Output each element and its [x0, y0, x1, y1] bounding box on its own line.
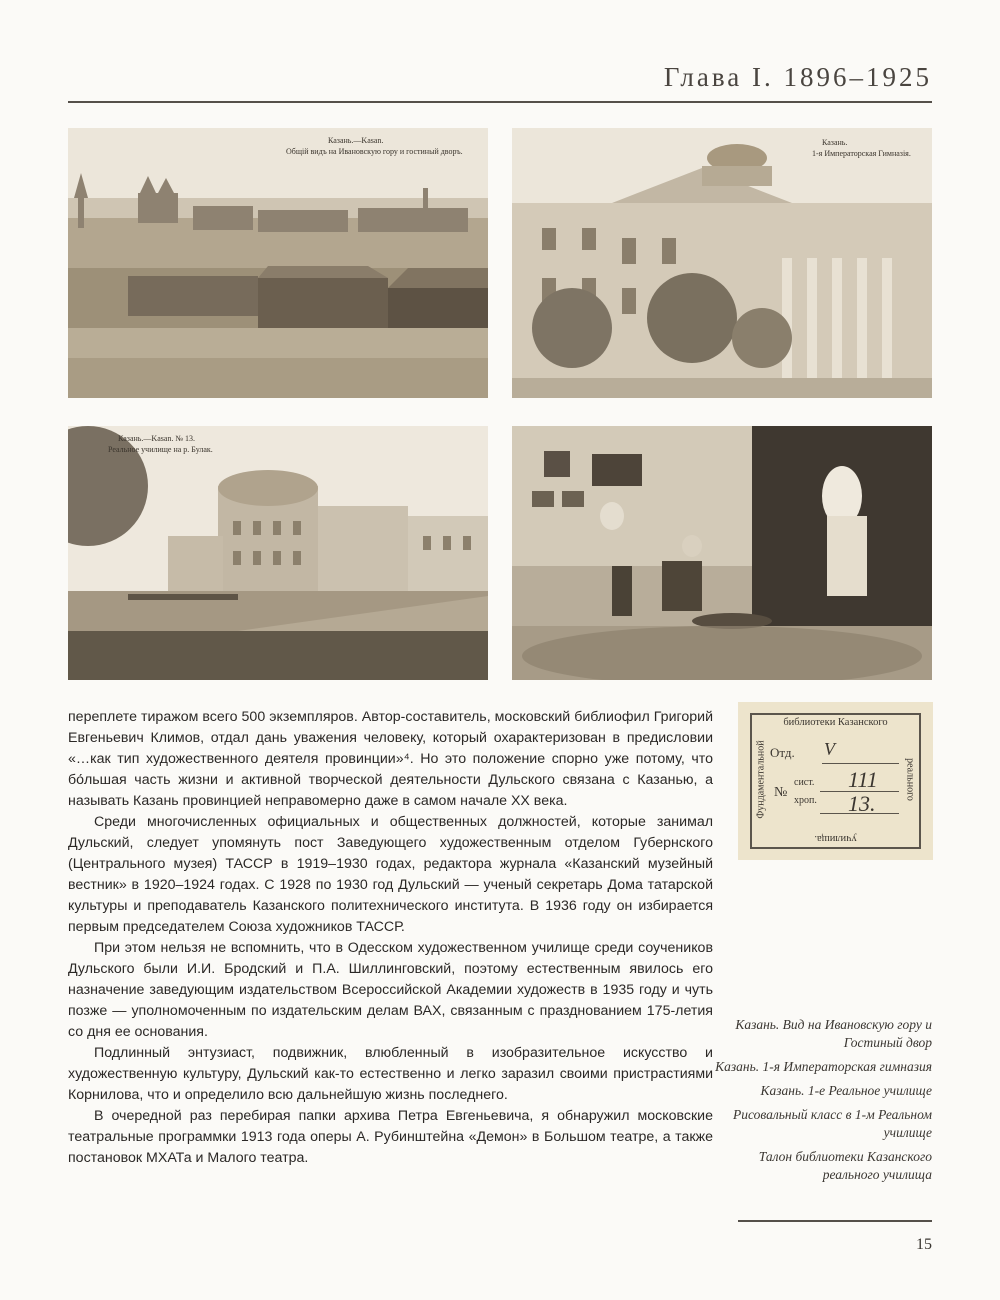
photo-caption-line2: Общій видъ на Ивановскую гору и гостиный дворъ. — [286, 147, 463, 156]
paragraph: При этом нельзя не вспомнить, что в Одесском художественном училище среди соучеников Дульского были И.И. Бродский и П.А. Шиллинговский, поэтому естественным явилось его назначение заведующим издательством Всероссийской Академии художеств в 1935 году и чуть позже — уполномоченным по издательским делам ВАХ, связанным с празднованием 175-летия со дня ее основания. — [68, 940, 713, 1040]
photo-imperial-gymnasium — [512, 128, 932, 398]
chapter-title: Глава I. 1896–1925 — [663, 62, 932, 92]
page-number: 15 — [916, 1236, 932, 1253]
paragraph: В очередной раз перебирая папки архива Петра Евгеньевича, я обнаружил московские театральные программки 1913 года оперы А. Рубинштейна «Демон» в Большом театре, а также постановок МХАТа и Малого театра. — [68, 1108, 713, 1166]
stamp-hrop-value: 13. — [848, 791, 876, 816]
photo-caption-line2: 1-я Императорская Гимназія. — [812, 149, 911, 158]
photo-kazan-panorama — [68, 128, 488, 398]
footer-rule — [738, 1220, 932, 1222]
stamp-dept-label: Отд. — [770, 745, 795, 760]
paragraph: Подлинный энтузиаст, подвижник, влюбленный в изобразительное искусство и художественную культуру, Дульский как-то естественно и легко заразил своими пристрастиями Корнилова, что и определило всю дальнейшую жизнь последнего. — [68, 1045, 713, 1103]
stamp-sist-label: сист. — [794, 777, 815, 788]
stamp-line — [822, 763, 899, 764]
stamp-right-text: реального — [904, 758, 916, 801]
stamp-top-text: библиотеки Казанского — [783, 717, 888, 728]
paragraph: переплете тиражом всего 500 экземпляров. Автор-составитель, московский библиофил Григорий Евгеньевич Климов, отдал дань уважения человеку, который охарактеризован в предисловии «…как тип художественного деятеля провинции»⁴. Но это положение спорно уже потому, что бо́льшая часть жизни и активной творческой деятельности Дульского связана с Казанью, а называть Казань провинцией неправомерно даже в самом начале XX века. — [68, 709, 713, 809]
caption: Талон библиотеки Казанского реального училища — [758, 1149, 932, 1182]
stamp-frame — [750, 713, 921, 849]
stamp-sist-value: 111 — [848, 767, 878, 792]
stamp-number-label: № — [774, 785, 788, 800]
photo-caption-line2: Реальное училище на р. Булак. — [108, 445, 213, 454]
photo-real-school — [68, 426, 488, 680]
stamp-hrop-label: хроп. — [794, 795, 817, 806]
article-body — [68, 707, 713, 1169]
caption: Казань. Вид на Ивановскую гору и Гостиный двор — [735, 1017, 932, 1050]
stamp-left-text: Фундаментальной — [755, 740, 767, 819]
photo-caption-line1: Казань.—Kasan. № 13. — [118, 434, 196, 443]
library-stamp — [738, 702, 933, 860]
stamp-dept-value: V — [824, 739, 835, 759]
photo-caption-line1: Казань.—Kasan. — [328, 136, 384, 145]
paragraph: Среди многочисленных официальных и общественных должностей, которые занимал Дульский, следует упомянуть пост Заведующего художественным отделом Губернского (Центрального музея) ТАССР в 1919–1930 годах, редактора журнала «Казанский музейный вестник» в 1920–1924 годах. С 1928 по 1930 год Дульский — ученый секретарь Дома татарской культуры и преподаватель Казанского политехнического института. В 1936 году он избирается первым председателем Союза художников ТАССР. — [68, 814, 713, 935]
stamp-bottom-text: училища. — [814, 833, 857, 844]
caption: Казань. 1-я Императорская гимназия — [715, 1059, 932, 1074]
photo-caption-line1: Казань. — [822, 138, 848, 147]
photo-drawing-class — [512, 426, 932, 680]
header-rule — [68, 101, 932, 103]
figure-captions — [712, 1016, 932, 1190]
caption: Рисовальный класс в 1-м Реальном училище — [732, 1107, 932, 1140]
caption: Казань. 1-е Реальное училище — [760, 1083, 932, 1098]
